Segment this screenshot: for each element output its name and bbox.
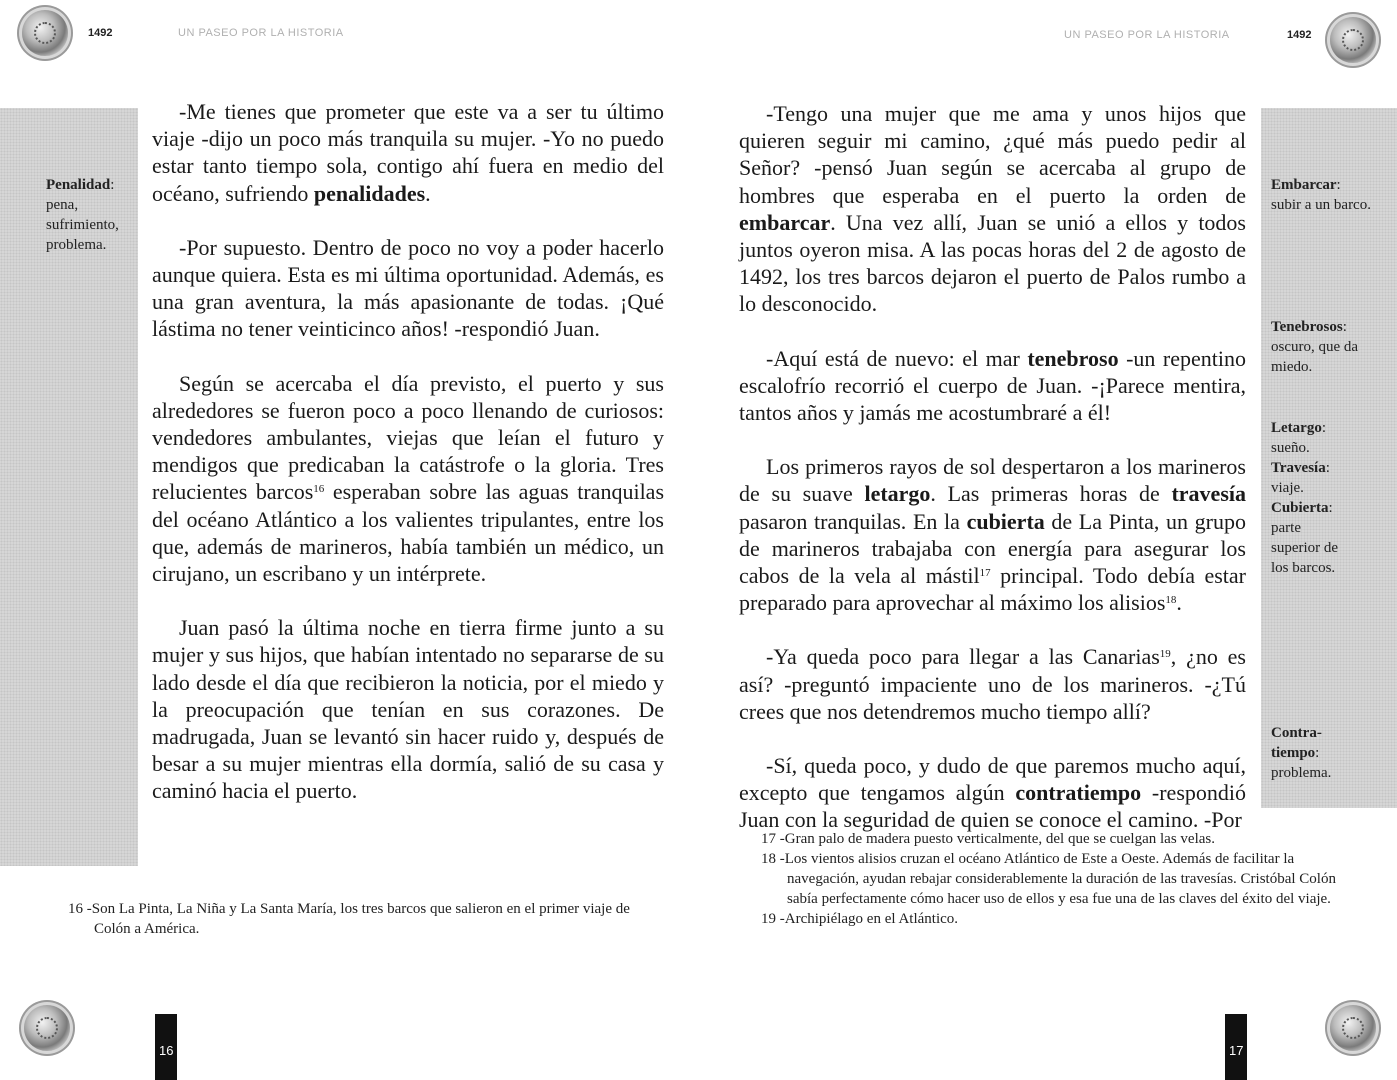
medallion-icon xyxy=(22,10,68,56)
footnote: 18 -Los vientos alisios cruzan el océano Atlántico de Este a Oeste. Además de facilitar la navegación, ayudan rebajar considerablemente la duración de las travesías. Cristóbal Colón sabía perfectamente cómo hacer uso de ellos y esa fue una de las claves del éxito del viaje. xyxy=(761,851,1336,907)
gloss-term: Tenebrosos xyxy=(1271,319,1343,335)
right-gloss-entry: Contra-tiempo: problema. xyxy=(1271,725,1332,781)
left-gloss-entry: Penalidad: pena, sufrimiento, problema. xyxy=(46,177,119,253)
gloss-definition: subir a un barco. xyxy=(1271,197,1371,213)
paragraph: Según se acercaba el día previsto, el puerto y sus alrededores se fueron poco a poco llenando de curiosos: vendedores ambulantes, viejas que leían el futuro y mendigos que predicaban la catástrofe o la gloria. Tres relucientes barcos$^{16}$ esperaban sobre las aguas tranquilas del océano Atlántico a los valientes tripulantes, entre los que, además de marineros, había también un médico, un cirujano, un escribano y un intérprete. xyxy=(152,370,665,587)
gloss-definition: parte superior de los barcos. xyxy=(1271,520,1339,576)
paragraph: Juan pasó la última noche en tierra firme junto a su mujer y sus hijos, que habían intentado no separarse de su lado desde el día que recibieron la noticia, por el miedo y la preocupación que tenían en sus corazones. De madrugada, Juan se levantó sin hacer ruido y, después de besar a su mujer mientras ella dormía, salió de su casa y caminó hacia el puerto. xyxy=(152,615,664,804)
gloss-definition: oscuro, que da miedo. xyxy=(1271,339,1359,375)
gloss-term: Contra-tiempo xyxy=(1271,725,1322,761)
right-gloss-entry: Letargo: sueño. Travesía: viaje. Cubierta: parte superior de los barcos. xyxy=(1271,420,1339,576)
header-right-title: UN PASEO POR LA HISTORIA xyxy=(1064,29,1230,41)
gloss-term: Penalidad xyxy=(46,177,111,193)
medallion-icon xyxy=(1330,17,1376,63)
left-footnotes xyxy=(68,899,658,939)
footnote: 19 -Archipiélago en el Atlántico. xyxy=(761,911,959,927)
footnote: 17 -Gran palo de madera puesto verticalmente, del que se cuelgan las velas. xyxy=(761,831,1215,847)
right-gloss-entry: Tenebrosos: oscuro, que da miedo. xyxy=(1271,319,1359,375)
paragraph: -Por supuesto. Dentro de poco no voy a poder hacerlo aunque quiera. Esta es mi última oportunidad. Además, es una gran aventura, la más apasionante de todas. ¡Qué lástima no tener veinticinco años! -respondió Juan. xyxy=(152,234,664,342)
paragraph: -Aquí está de nuevo: el mar tenebroso -un repentino escalofrío recorrió el cuerpo de Juan. -¡Parece mentira, tantos años y jamás me acostumbraré a él! xyxy=(739,345,1246,426)
gloss-term: Embarcar xyxy=(1271,177,1337,193)
page-number-box xyxy=(1225,1014,1247,1080)
paragraph: -Tengo una mujer que me ama y unos hijos que quieren seguir mi camino, ¿qué más puedo pedir al Señor? -pensó Juan según se acercaba al grupo de hombres que esperaba en el puerto la orden de embarcar. Una vez allí, Juan se unió a ellos y todos juntos oyeron misa. A las pocas horas del 2 de agosto de 1492, los tres barcos dejaron el puerto de Palos rumbo a lo desconocido. xyxy=(739,101,1246,317)
page-number: 17 xyxy=(1229,1043,1244,1058)
gloss-definition: pena, sufrimiento, problema. xyxy=(46,197,119,253)
gloss-definition: sueño. xyxy=(1271,440,1310,456)
right-gloss-entry: Embarcar: subir a un barco. xyxy=(1271,177,1371,213)
header-right-number: 1492 xyxy=(1287,29,1312,41)
footnote-ref: 18 xyxy=(1165,594,1177,607)
left-body-text xyxy=(152,98,664,805)
right-footnotes xyxy=(761,829,1339,929)
header-left-number: 1492 xyxy=(88,27,113,39)
header-left-title: UN PASEO POR LA HISTORIA xyxy=(178,27,344,39)
paragraph: -Ya queda poco para llegar a las Canarias$^{19}$, ¿no es así? -preguntó impaciente uno de los marineros. -¿Tú crees que nos detendremos mucho tiempo allí? xyxy=(739,644,1246,724)
gloss-term: Cubierta xyxy=(1271,500,1329,516)
medallion-icon xyxy=(1330,1005,1376,1051)
gloss-term: Travesía xyxy=(1271,460,1326,476)
gloss-definition: problema. xyxy=(1271,765,1332,781)
right-body-text xyxy=(739,100,1246,834)
paragraph: -Me tienes que prometer que este va a ser tu último viaje -dijo un poco más tranquila su mujer. -Yo no puedo estar tanto tiempo sola, contigo ahí fuera en medio del océano, sufriendo penalidades. xyxy=(152,99,664,206)
page-number-box xyxy=(155,1014,177,1080)
medallion-icon xyxy=(24,1005,70,1051)
paragraph: -Sí, queda poco, y dudo de que paremos mucho aquí, excepto que tengamos algún contratiempo -respondió Juan con la seguridad de quien se conoce el camino. -Por xyxy=(739,753,1246,833)
footnote-ref: 16 xyxy=(313,483,325,496)
footnote-ref: 19 xyxy=(1159,648,1171,661)
gloss-definition: viaje. xyxy=(1271,480,1304,496)
footnote: 16 -Son La Pinta, La Niña y La Santa María, los tres barcos que salieron en el primer viaje de Colón a América. xyxy=(68,901,630,937)
gloss-term: Letargo xyxy=(1271,420,1322,436)
footnote-ref: 17 xyxy=(979,567,991,580)
page-number: 16 xyxy=(159,1043,174,1058)
paragraph: Los primeros rayos de sol despertaron a los marineros de su suave letargo. Las primeras horas de travesía pasaron tranquilas. En la cubierta de La Pinta, un grupo de marineros trabajaba con energía para asegurar los cabos de la vela al mástil$^{17}$ principal. Todo debía estar preparado para aprovechar al máximo los alisios$^{18}$. xyxy=(739,454,1247,616)
